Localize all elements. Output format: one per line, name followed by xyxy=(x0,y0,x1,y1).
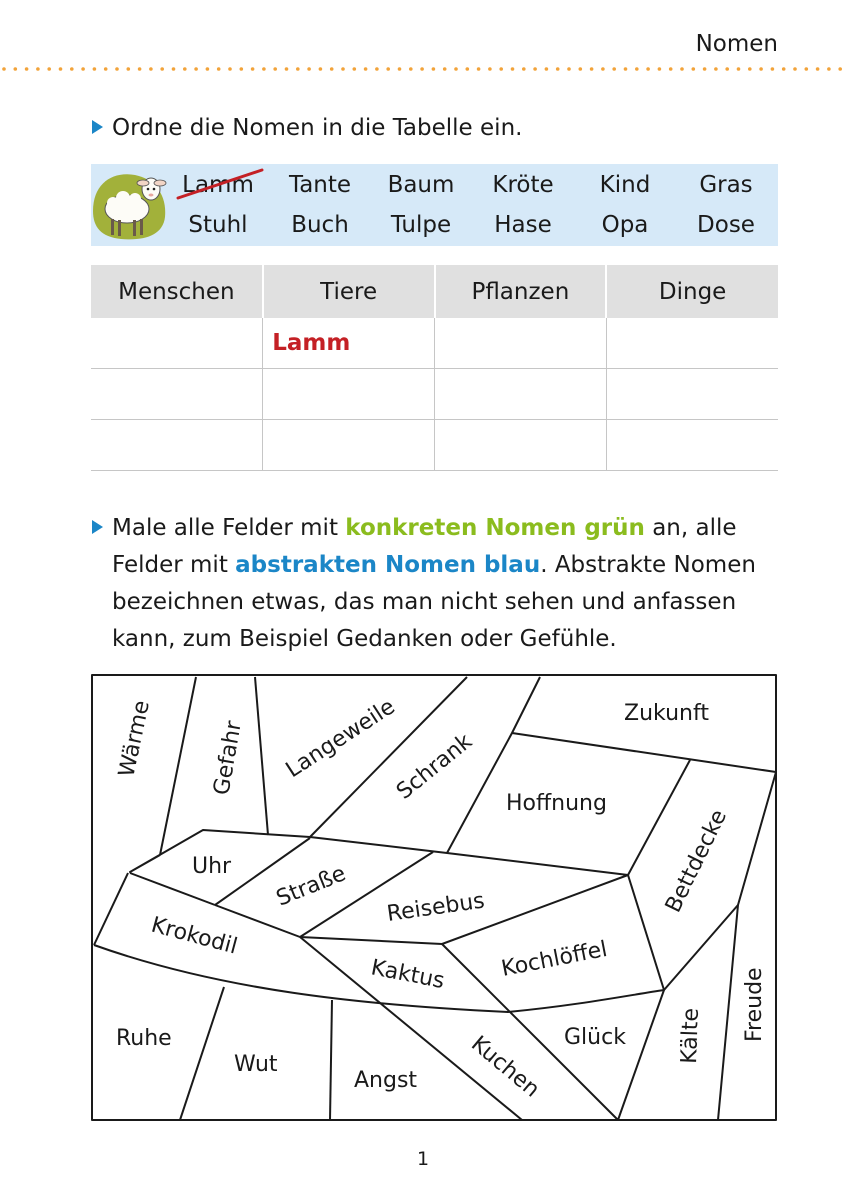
green-keyword: konkreten Nomen grün xyxy=(345,515,645,541)
puzzle-line xyxy=(94,873,128,945)
field-hoffnung[interactable]: Hoffnung xyxy=(506,791,607,816)
word-tulpe: Tulpe xyxy=(390,212,452,238)
word-gras: Gras xyxy=(699,172,753,198)
task-2-text: Male alle Felder mit xyxy=(112,515,346,541)
field-kochloeffel[interactable]: Kochlöffel xyxy=(499,936,610,982)
task-1-text: Ordne die Nomen in die Tabelle ein. xyxy=(112,115,523,141)
example-answer: Lamm xyxy=(272,330,351,356)
word-opa: Opa xyxy=(601,212,649,238)
task-2-text: an, alle xyxy=(644,515,737,541)
word-dose: Dose xyxy=(697,212,755,238)
field-langeweile[interactable]: Langeweile xyxy=(281,694,400,784)
field-glueck[interactable]: Glück xyxy=(564,1025,626,1050)
table-header-menschen: Menschen xyxy=(91,265,263,318)
word-buch: Buch xyxy=(291,212,349,238)
field-angst[interactable]: Angst xyxy=(354,1068,418,1093)
field-gefahr[interactable]: Gefahr xyxy=(209,719,247,798)
puzzle-line xyxy=(330,1000,332,1120)
field-zukunft[interactable]: Zukunft xyxy=(624,701,709,726)
table-header-pflanzen: Pflanzen xyxy=(435,265,607,318)
puzzle-line xyxy=(180,987,224,1120)
word-kroete: Kröte xyxy=(492,172,554,198)
field-bettdecke[interactable]: Bettdecke xyxy=(660,805,733,917)
page-title: Nomen xyxy=(695,31,778,57)
puzzle-line xyxy=(628,875,664,990)
table-header-dinge: Dinge xyxy=(606,265,778,318)
page-number: 1 xyxy=(416,1148,430,1170)
puzzle-line xyxy=(255,677,268,835)
task-2-text: kann, zum Beispiel Gedanken oder Gefühle. xyxy=(112,626,617,652)
puzzle-line xyxy=(628,760,690,875)
puzzle-line xyxy=(618,990,664,1120)
puzzle-line xyxy=(160,677,196,855)
task-2-text: Felder mit xyxy=(112,552,236,578)
blue-keyword: abstrakten Nomen blau xyxy=(235,552,541,578)
puzzle-line xyxy=(447,677,540,853)
field-ruhe[interactable]: Ruhe xyxy=(116,1026,172,1051)
field-kaktus[interactable]: Kaktus xyxy=(368,955,447,995)
word-stuhl: Stuhl xyxy=(188,212,248,238)
puzzle-line xyxy=(512,733,776,772)
task-2-text: . Abstrakte Nomen xyxy=(540,552,756,578)
field-kaelte[interactable]: Kälte xyxy=(677,1007,704,1065)
table-header-tiere: Tiere xyxy=(263,265,435,318)
field-schrank[interactable]: Schrank xyxy=(392,729,478,805)
field-kuchen[interactable]: Kuchen xyxy=(466,1031,545,1103)
field-krokodil[interactable]: Krokodil xyxy=(148,912,240,960)
word-kind: Kind xyxy=(599,172,651,198)
field-wut[interactable]: Wut xyxy=(234,1052,278,1077)
field-waerme[interactable]: Wärme xyxy=(114,698,155,780)
word-hase: Hase xyxy=(494,212,552,238)
field-strasse[interactable]: Straße xyxy=(272,861,350,912)
field-freude[interactable]: Freude xyxy=(742,967,767,1042)
word-tante: Tante xyxy=(288,172,352,198)
field-uhr[interactable]: Uhr xyxy=(192,854,232,879)
word-baum: Baum xyxy=(387,172,455,198)
task-2-text: bezeichnen etwas, das man nicht sehen und anfassen xyxy=(112,589,737,615)
field-reisebus[interactable]: Reisebus xyxy=(385,888,487,927)
word-lamm: Lamm xyxy=(182,172,254,198)
